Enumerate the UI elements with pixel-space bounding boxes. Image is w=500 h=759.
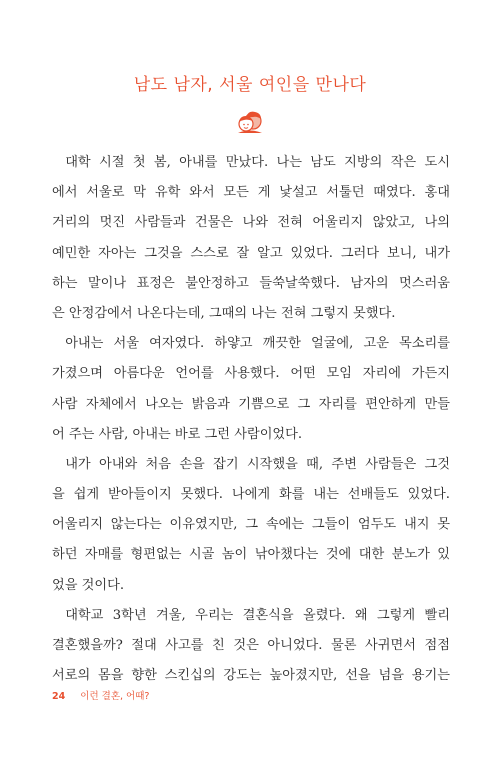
chapter-title: 남도 남자, 서울 여인을 만나다 — [133, 75, 367, 95]
text-line: 사람 자체에서 나오는 밝음과 기쁨으로 그 자리를 편안하게 만들 — [52, 396, 450, 412]
text-line: 은 안정감에서 나온다는데, 그때의 나는 전혀 그렇지 못했다. — [52, 305, 396, 321]
text-line: 결혼했을까? 절대 사고를 친 것은 아니었다. 물론 사귀면서 점점 — [52, 638, 450, 653]
text-line: 하는 말이나 표정은 불안정하고 들쑥날쑥했다. 남자의 멋스러움 — [52, 275, 450, 291]
paragraph-3 — [52, 450, 450, 601]
text-line: 가졌으며 아름다운 언어를 사용했다. 어떤 모임 자리에 가든지 — [52, 366, 450, 382]
text-line: 어 주는 사람, 아내는 바로 그런 사람이었다. — [52, 426, 303, 442]
text-line: 아내는 서울 여자였다. 하얗고 깨끗한 얼굴에, 고운 목소리를 — [65, 336, 450, 352]
text-line: 었을 것이다. — [52, 577, 125, 593]
text-line: 에서 서울로 막 유학 와서 모든 게 낯설고 서툴던 때였다. 홍대 — [52, 185, 450, 201]
text-line: 대학 시절 첫 봄, 아내를 만났다. 나는 남도 지방의 작은 도시 — [65, 155, 450, 170]
text-line: 대학교 3학년 겨울, 우리는 결혼식을 올렸다. 왜 그렇게 빨리 — [65, 607, 450, 623]
paragraph-4 — [52, 601, 450, 692]
couple-faces-icon — [235, 107, 265, 135]
text-line: 을 쉽게 받아들이지 못했다. 나에게 화를 내는 선배들도 있었다. — [52, 487, 450, 503]
text-line: 하던 자매를 형편없는 시골 놈이 낚아챘다는 것에 대한 분노가 있 — [52, 547, 450, 563]
text-line: 거리의 멋진 사람들과 건물은 나와 전혀 어울리지 않았고, 나의 — [52, 215, 450, 231]
running-title: 이런 결혼, 어때? — [80, 691, 150, 702]
page-number: 24 — [52, 691, 66, 702]
paragraph-2 — [52, 329, 450, 450]
body-text — [52, 148, 450, 691]
page-footer — [52, 688, 149, 702]
text-line: 내가 아내와 처음 손을 잡기 시작했을 때, 주변 사람들은 그것 — [65, 456, 450, 472]
text-line: 서로의 몸을 향한 스킨십의 강도는 높아졌지만, 선을 넘을 용기는 — [52, 668, 450, 684]
text-line: 어울리지 않는다는 이유였지만, 그 속에는 그들이 엄두도 내지 못 — [52, 517, 450, 533]
text-line: 예민한 자아는 그것을 스스로 잘 알고 있었다. 그러다 보니, 내가 — [52, 245, 450, 261]
paragraph-1 — [52, 148, 450, 329]
